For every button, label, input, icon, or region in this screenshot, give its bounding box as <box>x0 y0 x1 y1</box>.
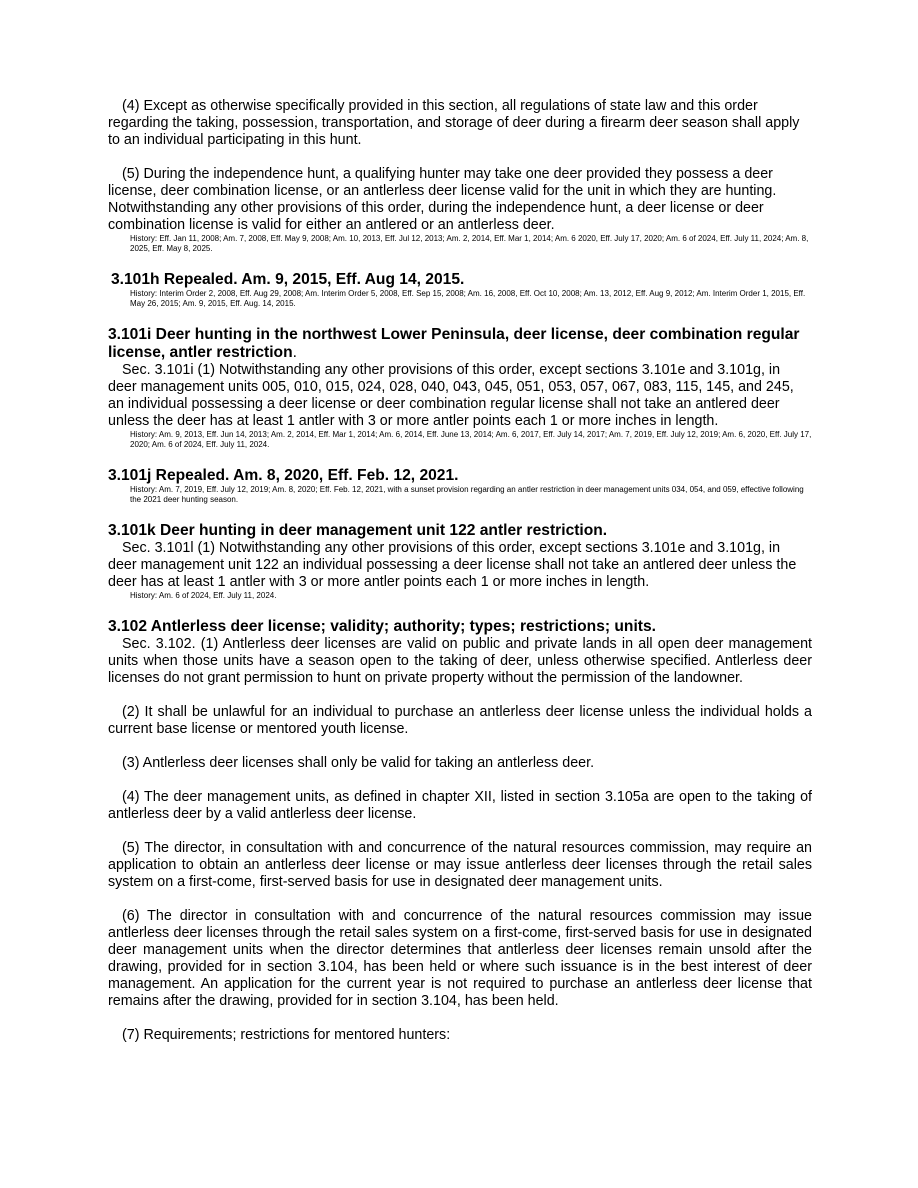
heading-text: 3.101i Deer hunting in the northwest Lower Peninsula, deer license, deer combination regular license, antler restriction <box>108 326 800 361</box>
section-heading-3-101h: 3.101h Repealed. Am. 9, 2015, Eff. Aug 14, 2015. <box>111 271 465 288</box>
history-note: History: Am. 9, 2013, Eff. Jun 14, 2013; Am. 2, 2014, Eff. Mar 1, 2014; Am. 6, 2014, Eff. June 13, 2014; Am. 6, 2017, Eff. July 14, 2017; Am. 7, 2019, Eff. July 12, 2019; Am. 6, 2020, Eff. July 17, 2020; Am. 6 of 2024, Eff. July 11, 2024. <box>130 430 812 449</box>
section-body-3-101k: Sec. 3.101l (1) Notwithstanding any other provisions of this order, except sections 3.101e and 3.101g, in deer management unit 122 an individual possessing a deer license shall not take an antlered deer unless the deer has at least 1 antler with 3 or more antler points each 1 or more inches in length. <box>108 540 797 590</box>
paragraph-5: (5) During the independence hunt, a qualifying hunter may take one deer provided they possess a deer license, deer combination license, or an antlerless deer license valid for the unit in which they are hunting. Notwithstanding any other provisions of this order, during the independence hunt, a deer license or deer combination license is valid for either an antlered or an antlerless deer. <box>108 166 777 233</box>
section-body-3-102-7: (7) Requirements; restrictions for mentored hunters: <box>122 1027 451 1043</box>
section-body-3-102-6: (6) The director in consultation with and concurrence of the natural resources commission may issue antlerless deer licenses through the retail sales system on a first-come, first-served basis for use in designated deer management units when the director determines that antlerless deer licenses remain unsold after the drawing, provided for in section 3.104, has been held or where such issuance is in the best interest of deer management. An application for the current year is not required to purchase an antlerless deer license that remains after the drawing, provided for in section 3.104, has been held. <box>108 908 812 1009</box>
history-note: History: Am. 7, 2019, Eff. July 12, 2019; Am. 8, 2020; Eff. Feb. 12, 2021, with a sunset provision regarding an antler restriction in deer management units 034, 054, and 059, effective following the 2021 deer hunting season. <box>130 485 804 504</box>
history-note: History: Interim Order 2, 2008, Eff. Aug 29, 2008; Am. Interim Order 5, 2008, Eff. Sep 15, 2008; Am. 16, 2008, Eff. Oct 10, 2008; Am. 13, 2012, Eff. Aug 9, 2012; Am. Interim Order 1, 2015, Eff. May 26, 2015; Am. 9, 2015, Eff. Aug. 14, 2015. <box>130 289 806 308</box>
section-body-3-101i: Sec. 3.101i (1) Notwithstanding any other provisions of this order, except sections 3.101e and 3.101g, in deer management units 005, 010, 015, 024, 028, 040, 043, 045, 051, 053, 057, 067, 083, 115, 145, and 245, an individual possessing a deer license or deer combination regular license shall not take an antlered deer unless the deer has at least 1 antler with 3 or more antler points each 1 or more inches in length. <box>108 362 794 429</box>
history-note: History: Am. 6 of 2024, Eff. July 11, 2024. <box>130 591 277 600</box>
heading-tail: . <box>292 344 297 361</box>
section-body-3-102-2: (2) It shall be unlawful for an individual to purchase an antlerless deer license unless the individual holds a current base license or mentored youth license. <box>108 704 812 737</box>
section-heading-3-101j: 3.101j Repealed. Am. 8, 2020, Eff. Feb. 12, 2021. <box>108 467 459 484</box>
paragraph-4: (4) Except as otherwise specifically provided in this section, all regulations of state law and this order regarding the taking, possession, transportation, and storage of deer during a firearm deer season shall apply to an individual participating in this hunt. <box>108 98 800 148</box>
history-note: History: Eff. Jan 11, 2008; Am. 7, 2008, Eff. May 9, 2008; Am. 10, 2013, Eff. Jul 12, 2013; Am. 2, 2014, Eff. Mar 1, 2014; Am. 6 2020, Eff. July 17, 2020; Am. 6 of 2024, Eff. July 11, 2024; Am. 8, 2025, Eff. May 8, 2025. <box>130 234 809 253</box>
document-page <box>108 98 812 1044</box>
section-body-3-102-3: (3) Antlerless deer licenses shall only be valid for taking an antlerless deer. <box>122 755 595 771</box>
section-body-3-102-1: Sec. 3.102. (1) Antlerless deer licenses are valid on public and private lands in all open deer management units when those units have a season open to the taking of deer, unless otherwise specified. Antlerless deer licenses do not grant permission to hunt on private property without the permission of the landowner. <box>108 636 812 686</box>
section-heading-3-102: 3.102 Antlerless deer license; validity; authority; types; restrictions; units. <box>108 618 656 635</box>
section-body-3-102-4: (4) The deer management units, as defined in chapter XII, listed in section 3.105a are open to the taking of antlerless deer by a valid antlerless deer license. <box>108 789 812 822</box>
section-body-3-102-5: (5) The director, in consultation with and concurrence of the natural resources commission, may require an application to obtain an antlerless deer license or may issue antlerless deer licenses through the retail sales system on a first-come, first-served basis for use in designated deer management units. <box>108 840 812 890</box>
section-heading-3-101k: 3.101k Deer hunting in deer management unit 122 antler restriction. <box>108 522 608 539</box>
section-heading-3-101i <box>108 326 812 362</box>
